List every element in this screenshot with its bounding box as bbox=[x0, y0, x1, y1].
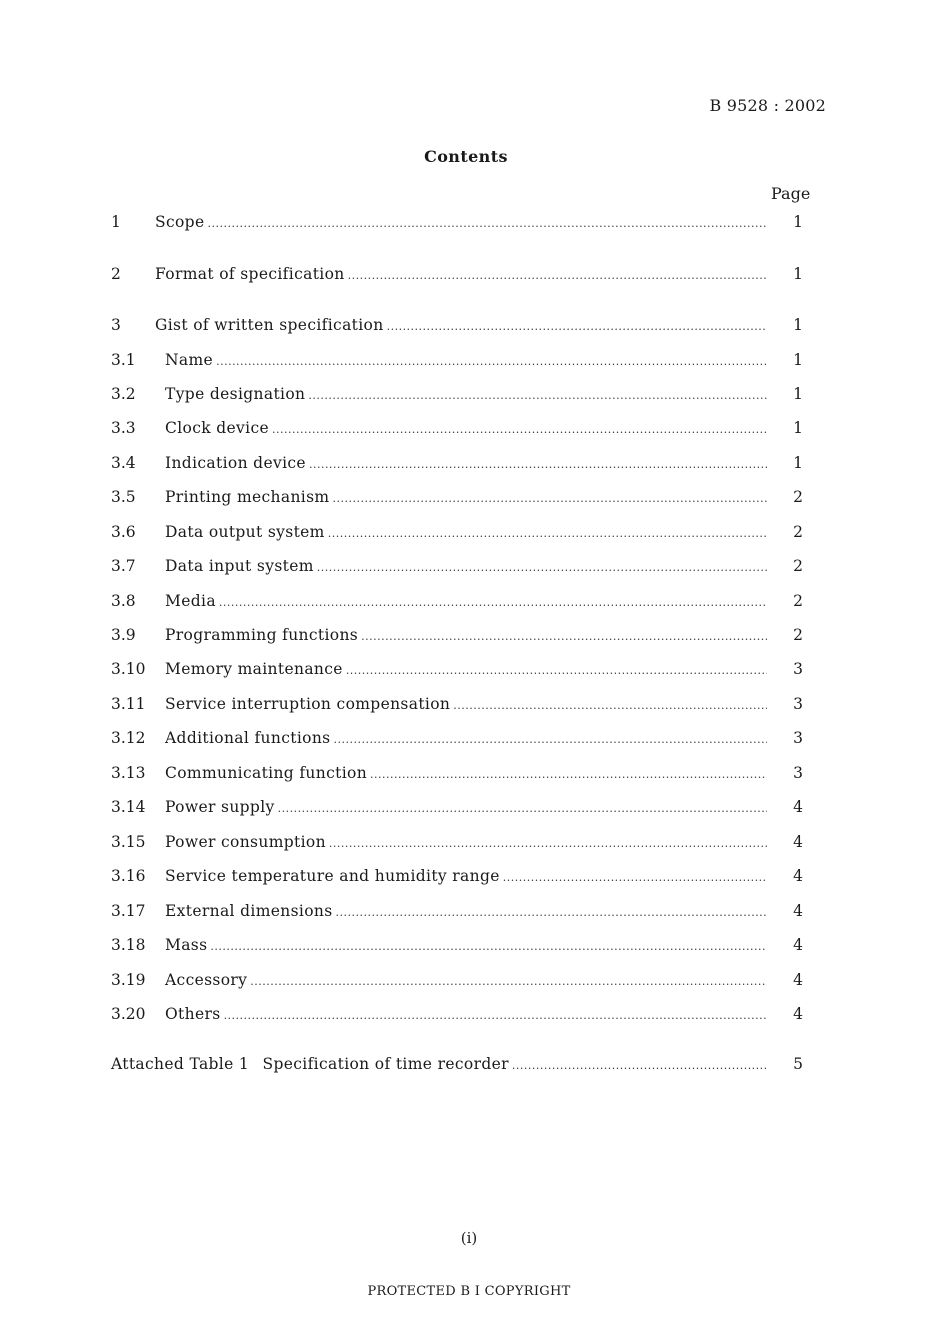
dot-leader bbox=[387, 317, 767, 337]
toc-entry-title: Indication device bbox=[165, 454, 306, 472]
toc-entry-page: 1 bbox=[793, 265, 803, 283]
toc-entry[interactable] bbox=[111, 418, 807, 438]
toc-entry[interactable] bbox=[111, 763, 807, 783]
toc-entry-page: 5 bbox=[793, 1055, 803, 1073]
page-column-label: Page bbox=[771, 184, 811, 203]
toc-entry[interactable] bbox=[111, 935, 807, 955]
toc-entry-number: 3.15 bbox=[111, 833, 146, 851]
toc-entry-number: 3.20 bbox=[111, 1005, 146, 1023]
toc-entry-title: Type designation bbox=[165, 385, 306, 403]
toc-entry[interactable] bbox=[111, 556, 807, 576]
toc-entry[interactable] bbox=[111, 625, 807, 645]
toc-entry-title: Programming functions bbox=[165, 626, 359, 644]
toc-entry[interactable] bbox=[111, 1004, 807, 1024]
toc-entry-title: Data output system bbox=[165, 523, 325, 541]
toc-entry-title: Additional functions bbox=[165, 729, 331, 747]
dot-leader bbox=[207, 214, 767, 234]
toc-entry[interactable] bbox=[111, 384, 807, 404]
toc-entry-title: Accessory bbox=[165, 971, 248, 989]
toc-entry-page: 4 bbox=[793, 902, 803, 920]
toc-entry-number: 3.6 bbox=[111, 523, 136, 541]
toc-entry[interactable] bbox=[111, 832, 807, 852]
toc-entry-number: 3.5 bbox=[111, 488, 136, 506]
toc-entry[interactable] bbox=[111, 694, 807, 714]
toc-entry-title: Service temperature and humidity range bbox=[165, 867, 500, 885]
dot-leader bbox=[216, 352, 767, 372]
toc-entry-page: 1 bbox=[793, 419, 803, 437]
toc-entry-page: 2 bbox=[793, 557, 803, 575]
dot-leader bbox=[453, 696, 767, 716]
toc-entry-title: Power consumption bbox=[165, 833, 326, 851]
toc-entry-attached-table[interactable] bbox=[111, 1054, 807, 1074]
footer-page-number: (i) bbox=[460, 1229, 478, 1247]
toc-entry[interactable] bbox=[111, 797, 807, 817]
dot-leader bbox=[317, 558, 767, 578]
toc-entry[interactable] bbox=[111, 901, 807, 921]
toc-entry-title: Memory maintenance bbox=[165, 660, 343, 678]
toc-entry-number: 3.8 bbox=[111, 592, 136, 610]
dot-leader bbox=[329, 834, 767, 854]
toc-entry-number: 2 bbox=[111, 265, 121, 283]
dot-leader bbox=[309, 455, 767, 475]
toc-entry-page: 1 bbox=[793, 454, 803, 472]
dot-leader bbox=[503, 868, 767, 888]
toc-entry-page: 4 bbox=[793, 971, 803, 989]
toc-entry-title: Attached Table 1 Specification of time recorder bbox=[111, 1055, 509, 1073]
toc-entry[interactable] bbox=[111, 264, 807, 284]
dot-leader bbox=[224, 1006, 767, 1026]
toc-entry-page: 4 bbox=[793, 936, 803, 954]
contents-title: Contents bbox=[424, 147, 508, 166]
toc-entry-title: Printing mechanism bbox=[165, 488, 330, 506]
dot-leader bbox=[308, 386, 767, 406]
toc-entry-number: 3.2 bbox=[111, 385, 136, 403]
toc-entry[interactable] bbox=[111, 970, 807, 990]
toc-entry-number: 3.16 bbox=[111, 867, 146, 885]
toc-entry-number: 3.4 bbox=[111, 454, 136, 472]
toc-entry-title: Power supply bbox=[165, 798, 275, 816]
toc-entry-number: 3.3 bbox=[111, 419, 136, 437]
toc-entry[interactable] bbox=[111, 591, 807, 611]
toc-entry-title: Format of specification bbox=[155, 265, 345, 283]
toc-entry-number: 3.9 bbox=[111, 626, 136, 644]
toc-entry-page: 1 bbox=[793, 316, 803, 334]
toc-entry[interactable] bbox=[111, 212, 807, 232]
toc-entry-title: Clock device bbox=[165, 419, 270, 437]
toc-entry-page: 1 bbox=[793, 385, 803, 403]
toc-entry-page: 2 bbox=[793, 488, 803, 506]
toc-entry[interactable] bbox=[111, 728, 807, 748]
toc-entry-title: Others bbox=[165, 1005, 221, 1023]
toc-entry-page: 3 bbox=[793, 660, 803, 678]
toc-entry-page: 3 bbox=[793, 764, 803, 782]
toc-entry-number: 3 bbox=[111, 316, 121, 334]
toc-entry-page: 4 bbox=[793, 1005, 803, 1023]
dot-leader bbox=[346, 661, 767, 681]
dot-leader bbox=[332, 489, 767, 509]
toc-entry-page: 1 bbox=[793, 213, 803, 231]
toc-entry-page: 4 bbox=[793, 798, 803, 816]
toc-entry-page: 4 bbox=[793, 867, 803, 885]
dot-leader bbox=[278, 799, 767, 819]
toc-entry-page: 2 bbox=[793, 592, 803, 610]
toc-entry-number: 3.10 bbox=[111, 660, 146, 678]
dot-leader bbox=[328, 524, 767, 544]
toc-entry-number: 3.14 bbox=[111, 798, 146, 816]
toc-entry-title: Gist of written specification bbox=[155, 316, 384, 334]
toc-entry-title: External dimensions bbox=[165, 902, 333, 920]
toc-entry-number: 3.1 bbox=[111, 351, 136, 369]
toc-entry-title: Scope bbox=[155, 213, 205, 231]
toc-entry[interactable] bbox=[111, 315, 807, 335]
toc-entry-title: Media bbox=[165, 592, 216, 610]
dot-leader bbox=[272, 420, 767, 440]
dot-leader bbox=[333, 730, 767, 750]
toc-entry-page: 2 bbox=[793, 523, 803, 541]
standard-number: B 9528 : 2002 bbox=[709, 96, 826, 115]
toc-entry-number: 3.12 bbox=[111, 729, 146, 747]
toc-entry[interactable] bbox=[111, 659, 807, 679]
dot-leader bbox=[348, 266, 767, 286]
toc-entry-number: 3.19 bbox=[111, 971, 146, 989]
toc-entry-title: Data input system bbox=[165, 557, 314, 575]
dot-leader bbox=[210, 937, 767, 957]
dot-leader bbox=[336, 903, 767, 923]
copyright-notice: PROTECTED B I COPYRIGHT bbox=[367, 1284, 571, 1299]
toc-entry[interactable] bbox=[111, 350, 807, 370]
toc-entry-page: 3 bbox=[793, 695, 803, 713]
toc-entry-title: Communicating function bbox=[165, 764, 368, 782]
toc-entry[interactable] bbox=[111, 453, 807, 473]
toc-entry-page: 4 bbox=[793, 833, 803, 851]
toc-entry-number: 3.17 bbox=[111, 902, 146, 920]
toc-entry[interactable] bbox=[111, 522, 807, 542]
toc-entry-number: 3.11 bbox=[111, 695, 146, 713]
toc-entry-number: 3.18 bbox=[111, 936, 146, 954]
toc-entry-number: 3.7 bbox=[111, 557, 136, 575]
toc-entry-page: 1 bbox=[793, 351, 803, 369]
toc-entry-number: 3.13 bbox=[111, 764, 146, 782]
dot-leader bbox=[370, 765, 767, 785]
toc-entry-page: 3 bbox=[793, 729, 803, 747]
dot-leader bbox=[512, 1056, 767, 1076]
toc-entry-title: Service interruption compensation bbox=[165, 695, 451, 713]
dot-leader bbox=[361, 627, 767, 647]
toc-entry-title: Name bbox=[165, 351, 214, 369]
toc-entry-number: 1 bbox=[111, 213, 121, 231]
toc-entry-page: 2 bbox=[793, 626, 803, 644]
toc-entry[interactable] bbox=[111, 866, 807, 886]
toc-entry[interactable] bbox=[111, 487, 807, 507]
dot-leader bbox=[250, 972, 767, 992]
toc-entry-title: Mass bbox=[165, 936, 208, 954]
dot-leader bbox=[219, 593, 767, 613]
